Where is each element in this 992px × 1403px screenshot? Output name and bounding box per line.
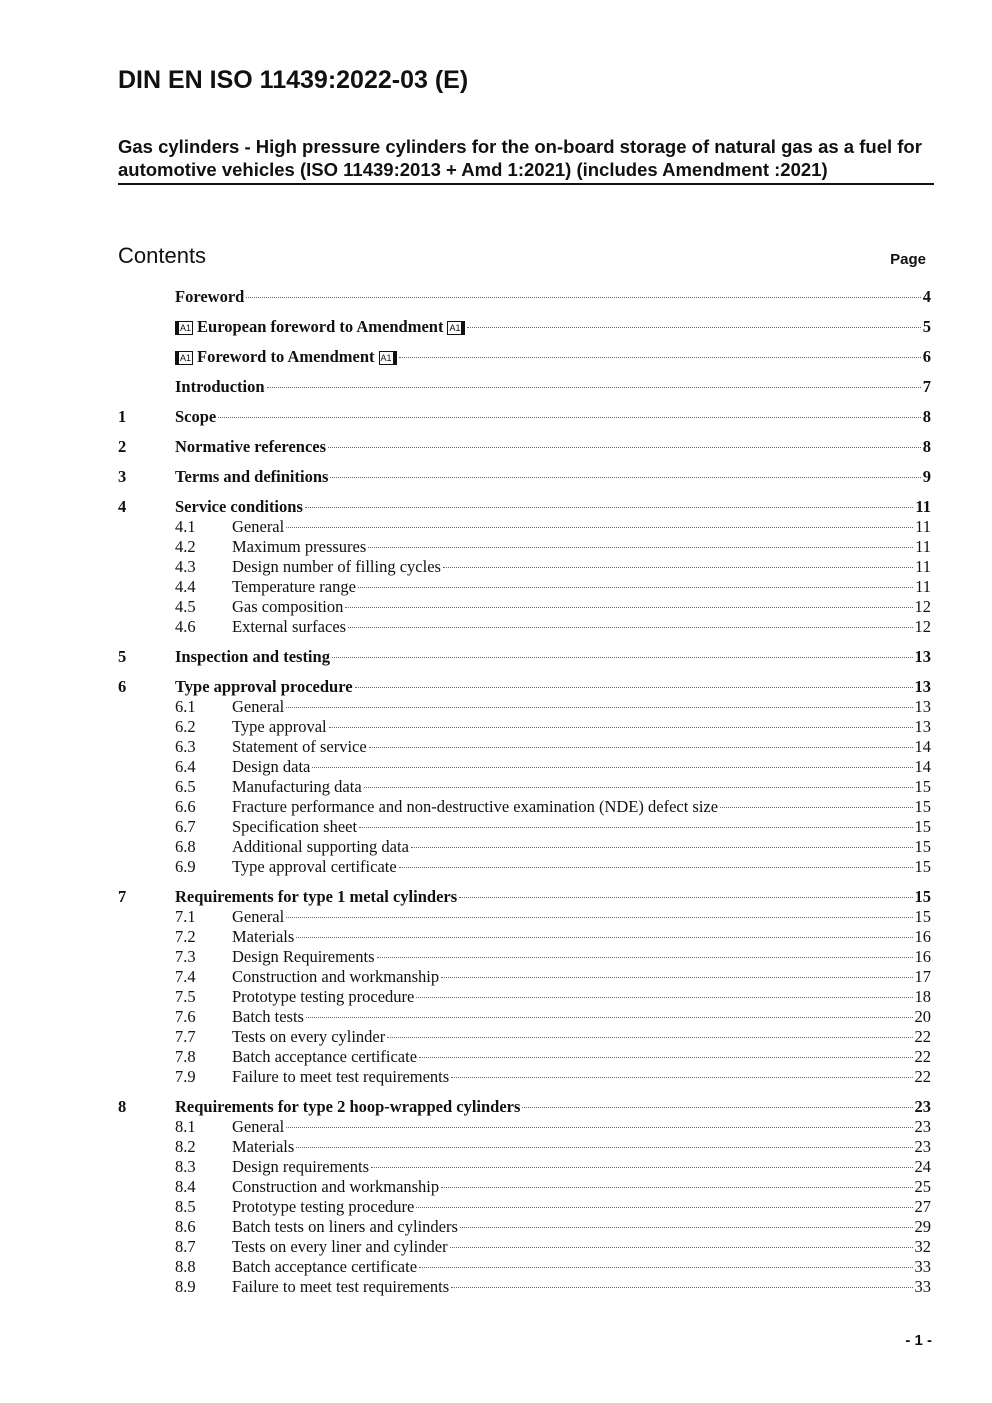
toc-entry-title-wrap	[175, 677, 353, 697]
toc-entry[interactable]	[118, 1217, 931, 1237]
toc-entry-title-wrap	[175, 347, 397, 367]
toc-entry-page: 32	[914, 1237, 931, 1256]
toc-entry-page: 9	[922, 467, 931, 486]
toc-entry-title: Requirements for type 1 metal cylinders	[175, 887, 458, 906]
toc-entry-title-wrap	[232, 717, 327, 737]
toc-entry[interactable]	[118, 437, 931, 457]
toc-entry[interactable]	[118, 317, 931, 337]
toc-entry-page: 11	[915, 497, 931, 516]
toc-entry-title-wrap	[175, 1097, 520, 1117]
toc-entry-title-wrap	[175, 647, 330, 667]
toc-entry-title: Design number of filling cycles	[232, 557, 441, 576]
toc-entry[interactable]	[118, 927, 931, 947]
dot-leader	[286, 707, 912, 708]
toc-entry-title: General	[232, 697, 285, 716]
toc-entry[interactable]	[118, 1257, 931, 1277]
toc-entry-page: 8	[922, 407, 931, 426]
toc-entry-number: 8.8	[175, 1257, 196, 1276]
toc-entry-title: Additional supporting data	[232, 837, 409, 856]
toc-entry-title: Statement of service	[232, 737, 367, 756]
toc-entry[interactable]	[118, 467, 931, 487]
toc-entry[interactable]	[118, 1177, 931, 1197]
dot-leader	[329, 727, 913, 728]
dot-leader	[450, 1247, 913, 1248]
toc-entry-page: 14	[914, 757, 931, 776]
dot-leader	[451, 1287, 912, 1288]
dot-leader	[246, 297, 920, 298]
toc-entry-number: 6.4	[175, 757, 196, 776]
toc-entry[interactable]	[118, 537, 931, 557]
dot-leader	[286, 1127, 912, 1128]
toc-entry-title: Temperature range	[232, 577, 356, 596]
toc-entry-title-wrap	[232, 1047, 417, 1067]
toc-entry-page: 23	[914, 1097, 931, 1116]
toc-entry[interactable]	[118, 797, 931, 817]
toc-entry-title-wrap	[232, 1217, 458, 1237]
toc-entry-title: Tests on every liner and cylinder	[232, 1237, 448, 1256]
toc-entry[interactable]	[118, 1237, 931, 1257]
toc-entry-page: 15	[914, 837, 931, 856]
toc-entry[interactable]	[118, 817, 931, 837]
toc-entry-number: 6.5	[175, 777, 196, 796]
dot-leader	[286, 527, 913, 528]
toc-entry-number: 7.3	[175, 947, 196, 966]
toc-entry[interactable]	[118, 1027, 931, 1047]
toc-entry-page: 17	[914, 967, 931, 986]
toc-entry-title: Type approval	[232, 717, 327, 736]
toc-entry-title-wrap	[232, 1117, 284, 1137]
toc-entry-page: 4	[922, 287, 931, 306]
toc-entry-page: 13	[914, 717, 931, 736]
table-of-contents	[118, 287, 931, 1297]
dot-leader	[387, 1037, 912, 1038]
toc-entry-title-wrap	[232, 1157, 369, 1177]
toc-entry-title: Specification sheet	[232, 817, 358, 836]
dot-leader	[443, 567, 913, 568]
toc-entry-title-wrap	[232, 697, 284, 717]
toc-entry-number: 8	[118, 1097, 127, 1116]
toc-entry-number: 4.5	[175, 597, 196, 616]
toc-entry-page: 25	[914, 1177, 931, 1196]
toc-entry-title: European foreword to Amendment	[197, 317, 444, 336]
toc-entry-number: 7.5	[175, 987, 196, 1006]
toc-entry[interactable]	[118, 777, 931, 797]
toc-entry-number: 4	[118, 497, 127, 516]
toc-entry-page: 23	[914, 1137, 931, 1156]
toc-entry[interactable]	[118, 757, 931, 777]
toc-entry-number: 6.6	[175, 797, 196, 816]
toc-entry-page: 12	[914, 617, 931, 636]
toc-entry-page: 11	[915, 577, 931, 596]
toc-entry-title-wrap	[232, 967, 439, 987]
toc-entry-title-wrap	[232, 1177, 439, 1197]
toc-entry-number: 8.3	[175, 1157, 196, 1176]
toc-entry-number: 8.5	[175, 1197, 196, 1216]
toc-entry[interactable]	[118, 1277, 931, 1297]
toc-entry-title-wrap	[232, 1237, 448, 1257]
toc-entry-title: General	[232, 907, 285, 926]
toc-entry-page: 22	[914, 1027, 931, 1046]
toc-entry-page: 33	[914, 1277, 931, 1296]
toc-entry-page: 16	[914, 927, 931, 946]
toc-entry-title-wrap	[232, 1067, 449, 1087]
toc-entry-number: 4.1	[175, 517, 196, 536]
dot-leader	[296, 1147, 912, 1148]
toc-entry-number: 6.9	[175, 857, 196, 876]
toc-entry-title-wrap	[232, 1257, 417, 1277]
toc-entry-title: Failure to meet test requirements	[232, 1277, 450, 1296]
document-subtitle: Gas cylinders - High pressure cylinders for the on-board storage of natural gas as a fuel for automotive vehicles (ISO 11439:2013 + Amd 1:2021) (includes Amendment :2021)	[118, 135, 934, 185]
toc-entry-title: Batch acceptance certificate	[232, 1257, 418, 1276]
toc-entry-title-wrap	[175, 437, 326, 457]
dot-leader	[441, 977, 912, 978]
toc-entry-number: 7.2	[175, 927, 196, 946]
toc-entry-page: 22	[914, 1067, 931, 1086]
toc-entry-page: 7	[922, 377, 931, 396]
dot-leader	[368, 547, 913, 548]
toc-entry-title: Type approval procedure	[175, 677, 353, 696]
amendment-end-marker-icon: A1	[379, 351, 397, 365]
toc-entry[interactable]	[118, 947, 931, 967]
toc-entry-page: 15	[914, 777, 931, 796]
dot-leader	[451, 1077, 912, 1078]
toc-entry-title: Design requirements	[232, 1157, 370, 1176]
toc-entry-page: 14	[914, 737, 931, 756]
toc-entry[interactable]	[118, 857, 931, 877]
toc-entry[interactable]	[118, 557, 931, 577]
toc-entry-page: 13	[914, 647, 931, 666]
toc-entry-title: Manufacturing data	[232, 777, 362, 796]
dot-leader	[419, 1267, 912, 1268]
toc-entry-title: Introduction	[175, 377, 265, 396]
toc-entry-title-wrap	[232, 517, 284, 537]
toc-entry-number: 4.4	[175, 577, 196, 596]
dot-leader	[369, 747, 913, 748]
toc-entry-page: 15	[914, 857, 931, 876]
dot-leader	[399, 867, 913, 868]
toc-entry[interactable]	[118, 967, 931, 987]
toc-entry-number: 6.8	[175, 837, 196, 856]
toc-entry[interactable]	[118, 1007, 931, 1027]
toc-entry[interactable]	[118, 597, 931, 617]
toc-entry-page: 18	[914, 987, 931, 1006]
toc-entry[interactable]	[118, 517, 931, 537]
toc-entry-page: 8	[922, 437, 931, 456]
toc-entry-number: 6.1	[175, 697, 196, 716]
toc-entry-number: 1	[118, 407, 127, 426]
toc-entry[interactable]	[118, 647, 931, 667]
toc-entry-title: Service conditions	[175, 497, 303, 516]
toc-entry-title-wrap	[232, 837, 409, 857]
dot-leader	[416, 997, 912, 998]
toc-entry-number: 6.7	[175, 817, 196, 836]
toc-entry-title-wrap	[232, 907, 284, 927]
toc-entry-number: 6.3	[175, 737, 196, 756]
toc-entry-number: 7.6	[175, 1007, 196, 1026]
toc-entry[interactable]	[118, 347, 931, 367]
toc-entry-number: 4.3	[175, 557, 196, 576]
toc-entry-title-wrap	[232, 1027, 385, 1047]
toc-entry-page: 5	[922, 317, 931, 336]
toc-entry-page: 33	[914, 1257, 931, 1276]
toc-entry-title: Construction and workmanship	[232, 967, 440, 986]
page-number: - 1 -	[905, 1332, 932, 1349]
toc-entry[interactable]	[118, 677, 931, 697]
toc-entry-number: 3	[118, 467, 127, 486]
toc-entry-title: Batch tests on liners and cylinders	[232, 1217, 458, 1236]
toc-entry-number: 4.6	[175, 617, 196, 636]
toc-entry-title-wrap	[232, 617, 346, 637]
dot-leader	[377, 957, 913, 958]
toc-entry-title-wrap	[175, 407, 216, 427]
dot-leader	[419, 1057, 912, 1058]
toc-entry-title: Batch tests	[232, 1007, 304, 1026]
toc-entry[interactable]	[118, 1067, 931, 1087]
toc-entry-page: 12	[914, 597, 931, 616]
dot-leader	[296, 937, 912, 938]
toc-entry[interactable]	[118, 717, 931, 737]
toc-entry-title: General	[232, 1117, 285, 1136]
toc-entry-page: 23	[914, 1117, 931, 1136]
toc-entry-title: Prototype testing procedure	[232, 1197, 415, 1216]
toc-entry-title-wrap	[232, 1197, 414, 1217]
dot-leader	[305, 507, 914, 508]
toc-entry-page: 24	[914, 1157, 931, 1176]
toc-entry-page: 15	[914, 907, 931, 926]
dot-leader	[358, 587, 913, 588]
toc-entry-title: Prototype testing procedure	[232, 987, 415, 1006]
toc-entry-number: 8.7	[175, 1237, 196, 1256]
toc-entry[interactable]	[118, 887, 931, 907]
toc-entry-title-wrap	[232, 797, 718, 817]
toc-entry-number: 5	[118, 647, 127, 666]
dot-leader	[522, 1107, 912, 1108]
toc-entry[interactable]	[118, 1097, 931, 1117]
dot-leader	[441, 1187, 912, 1188]
dot-leader	[371, 1167, 912, 1168]
dot-leader	[286, 917, 912, 918]
dot-leader	[459, 897, 912, 898]
toc-entry-title: Type approval certificate	[232, 857, 397, 876]
toc-entry-title-wrap	[232, 577, 356, 597]
toc-entry-title-wrap	[175, 287, 244, 307]
toc-entry-title-wrap	[232, 1137, 294, 1157]
toc-entry-number: 8.6	[175, 1217, 196, 1236]
toc-entry-number: 7.9	[175, 1067, 196, 1086]
toc-entry-number: 6	[118, 677, 127, 696]
toc-entry-title: Failure to meet test requirements	[232, 1067, 450, 1086]
toc-entry-title: Design data	[232, 757, 311, 776]
toc-entry-number: 8.2	[175, 1137, 196, 1156]
dot-leader	[399, 357, 921, 358]
toc-entry-number: 8.4	[175, 1177, 196, 1196]
toc-entry-title-wrap	[175, 317, 465, 337]
toc-entry-title-wrap	[232, 737, 367, 757]
toc-entry-page: 13	[914, 697, 931, 716]
toc-entry-title-wrap	[232, 927, 294, 947]
toc-entry-title-wrap	[232, 557, 441, 577]
toc-entry-title-wrap	[232, 777, 362, 797]
amendment-start-marker-icon: A1	[175, 321, 193, 335]
toc-entry-title-wrap	[232, 597, 343, 617]
dot-leader	[345, 607, 912, 608]
dot-leader	[312, 767, 912, 768]
dot-leader	[416, 1207, 912, 1208]
toc-entry-title-wrap	[175, 497, 303, 517]
toc-entry[interactable]	[118, 617, 931, 637]
document-title: DIN EN ISO 11439:2022-03 (E)	[118, 66, 469, 94]
toc-entry-title: Construction and workmanship	[232, 1177, 440, 1196]
toc-entry-page: 11	[915, 557, 931, 576]
dot-leader	[359, 827, 912, 828]
toc-entry-page: 27	[914, 1197, 931, 1216]
toc-entry-number: 2	[118, 437, 127, 456]
toc-entry-title-wrap	[232, 537, 366, 557]
toc-entry[interactable]	[118, 987, 931, 1007]
toc-entry-title: Batch acceptance certificate	[232, 1047, 418, 1066]
toc-entry[interactable]	[118, 837, 931, 857]
dot-leader	[355, 687, 913, 688]
toc-entry-title-wrap	[232, 1277, 449, 1297]
toc-entry-title-wrap	[232, 1007, 304, 1027]
toc-entry-title: Fracture performance and non-destructive examination (NDE) defect size	[232, 797, 719, 816]
toc-entry-title-wrap	[232, 947, 375, 967]
toc-entry-page: 15	[914, 797, 931, 816]
toc-entry-title-wrap	[175, 887, 457, 907]
toc-entry[interactable]	[118, 1137, 931, 1157]
toc-entry-number: 7.8	[175, 1047, 196, 1066]
toc-entry[interactable]	[118, 497, 931, 517]
toc-entry-title: Requirements for type 2 hoop-wrapped cylinders	[175, 1097, 521, 1116]
toc-entry-page: 15	[914, 887, 931, 906]
dot-leader	[267, 387, 921, 388]
dot-leader	[364, 787, 913, 788]
toc-entry[interactable]	[118, 1117, 931, 1137]
amendment-start-marker-icon: A1	[175, 351, 193, 365]
toc-entry-page: 11	[915, 517, 931, 536]
toc-entry-title: Terms and definitions	[175, 467, 329, 486]
dot-leader	[460, 1227, 913, 1228]
toc-entry[interactable]	[118, 1047, 931, 1067]
toc-entry-title-wrap	[175, 467, 328, 487]
toc-entry-number: 8.1	[175, 1117, 196, 1136]
dot-leader	[306, 1017, 913, 1018]
toc-entry[interactable]	[118, 1197, 931, 1217]
dot-leader	[332, 657, 913, 658]
toc-entry-page: 16	[914, 947, 931, 966]
toc-entry-title: Scope	[175, 407, 217, 426]
toc-entry-title: External surfaces	[232, 617, 347, 636]
toc-entry[interactable]	[118, 907, 931, 927]
toc-entry-page: 11	[915, 537, 931, 556]
dot-leader	[411, 847, 913, 848]
dot-leader	[218, 417, 921, 418]
dot-leader	[720, 807, 912, 808]
toc-entry-title: Materials	[232, 1137, 295, 1156]
toc-entry-title: Foreword	[175, 287, 245, 306]
toc-entry-title-wrap	[232, 817, 357, 837]
toc-entry-title: Foreword to Amendment	[197, 347, 375, 366]
toc-entry-page: 13	[914, 677, 931, 696]
toc-entry[interactable]	[118, 737, 931, 757]
toc-entry-page: 29	[914, 1217, 931, 1236]
toc-entry-page: 6	[922, 347, 931, 366]
toc-entry-title: General	[232, 517, 285, 536]
toc-entry[interactable]	[118, 697, 931, 717]
toc-entry-page: 20	[914, 1007, 931, 1026]
toc-entry-title: Inspection and testing	[175, 647, 330, 666]
dot-leader	[348, 627, 912, 628]
toc-entry-title-wrap	[232, 987, 414, 1007]
toc-entry-page: 22	[914, 1047, 931, 1066]
toc-entry-number: 7.7	[175, 1027, 196, 1046]
toc-entry[interactable]	[118, 407, 931, 427]
toc-entry-title: Gas composition	[232, 597, 344, 616]
toc-entry-number: 7	[118, 887, 127, 906]
toc-entry-title: Design Requirements	[232, 947, 375, 966]
toc-entry[interactable]	[118, 577, 931, 597]
dot-leader	[330, 477, 920, 478]
dot-leader	[328, 447, 921, 448]
toc-entry-title: Materials	[232, 927, 295, 946]
toc-entry-title: Tests on every cylinder	[232, 1027, 386, 1046]
dot-leader	[467, 327, 920, 328]
toc-entry-title-wrap	[232, 757, 310, 777]
toc-entry-page: 15	[914, 817, 931, 836]
toc-entry-title: Normative references	[175, 437, 327, 456]
toc-entry-number: 6.2	[175, 717, 196, 736]
amendment-end-marker-icon: A1	[447, 321, 465, 335]
page-column-heading: Page	[890, 251, 926, 268]
toc-entry[interactable]	[118, 377, 931, 397]
toc-entry-number: 7.1	[175, 907, 196, 926]
toc-entry-number: 8.9	[175, 1277, 196, 1296]
toc-entry-number: 4.2	[175, 537, 196, 556]
toc-entry-title-wrap	[232, 857, 397, 877]
toc-entry-title-wrap	[175, 377, 265, 397]
contents-heading: Contents	[118, 243, 207, 268]
toc-entry[interactable]	[118, 1157, 931, 1177]
toc-entry-title: Maximum pressures	[232, 537, 367, 556]
toc-entry-number: 7.4	[175, 967, 196, 986]
toc-entry[interactable]	[118, 287, 931, 307]
